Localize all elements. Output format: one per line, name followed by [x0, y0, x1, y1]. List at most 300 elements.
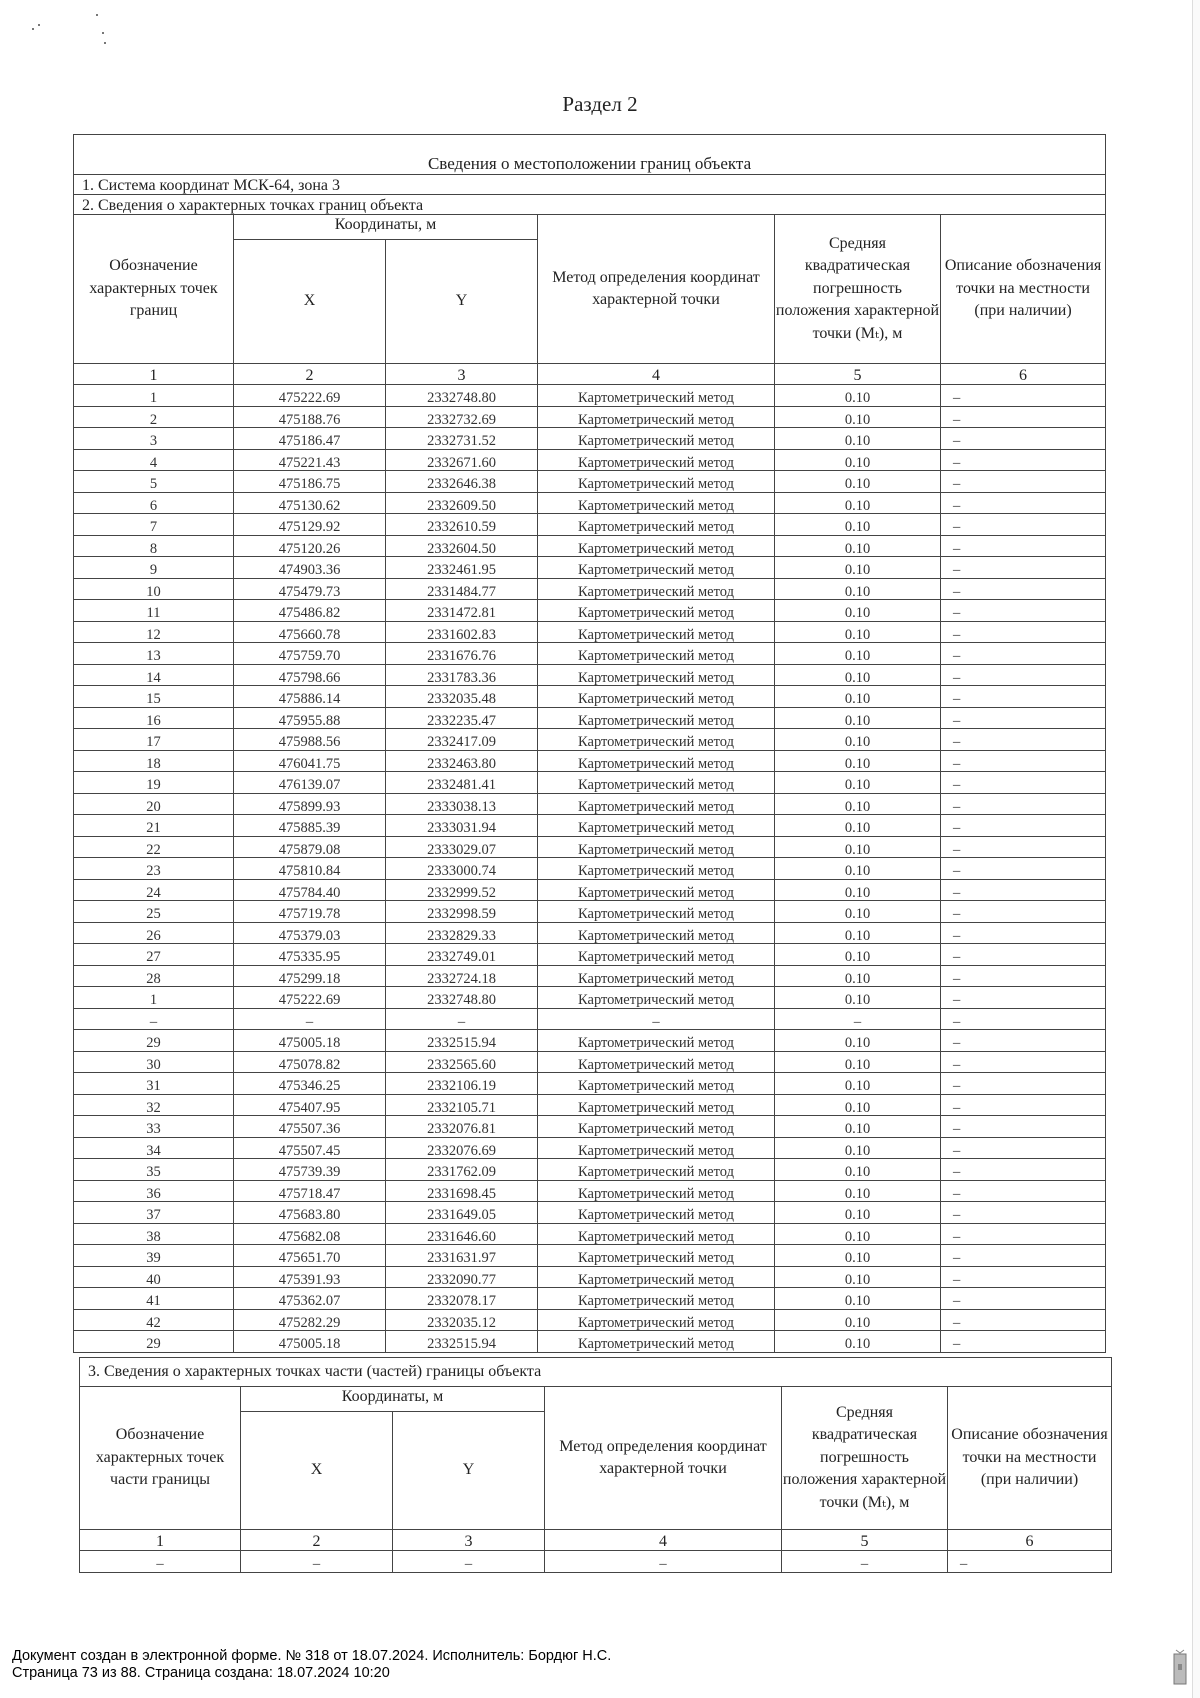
- point-number: 37: [74, 1202, 234, 1224]
- accuracy: 0.10: [775, 901, 941, 923]
- table-row: [74, 858, 1106, 880]
- table-row: [74, 815, 1106, 837]
- header-method: Метод определения координат характерной точки: [545, 1387, 782, 1530]
- point-number: 35: [74, 1159, 234, 1181]
- header-y: Y: [386, 240, 538, 364]
- boundary-points-table: [73, 134, 1106, 1353]
- table-row: [74, 729, 1106, 751]
- accuracy: 0.10: [775, 385, 941, 407]
- point-number: 19: [74, 772, 234, 794]
- column-number: 3: [393, 1530, 545, 1551]
- point-number: 38: [74, 1223, 234, 1245]
- table-row: [74, 621, 1106, 643]
- method: Картометрический метод: [538, 1202, 775, 1224]
- description: –: [941, 965, 1106, 987]
- accuracy: 0.10: [775, 965, 941, 987]
- table-row: [74, 471, 1106, 493]
- table-row: [74, 1137, 1106, 1159]
- column-number: 1: [74, 364, 234, 385]
- point-number: 23: [74, 858, 234, 880]
- accuracy: 0.10: [775, 1030, 941, 1052]
- accuracy: 0.10: [775, 879, 941, 901]
- method: Картометрический метод: [538, 1073, 775, 1095]
- coord-y: 2331676.76: [386, 643, 538, 665]
- point-number: 11: [74, 600, 234, 622]
- coord-x: 475282.29: [234, 1309, 386, 1331]
- description: –: [941, 1030, 1106, 1052]
- coord-y: 2332035.48: [386, 686, 538, 708]
- coord-x: 475120.26: [234, 535, 386, 557]
- point-number: 29: [74, 1030, 234, 1052]
- header-x: X: [241, 1412, 393, 1530]
- description: –: [941, 1245, 1106, 1267]
- description: –: [941, 1180, 1106, 1202]
- column-number: 6: [941, 364, 1106, 385]
- coord-y: 2332671.60: [386, 449, 538, 471]
- coord-x: 475507.36: [234, 1116, 386, 1138]
- coord-y: 2332604.50: [386, 535, 538, 557]
- description: –: [941, 772, 1106, 794]
- header-description: Описание обозначения точки на местности (при наличии): [941, 215, 1106, 364]
- coord-y: 2331602.83: [386, 621, 538, 643]
- table-row: [74, 879, 1106, 901]
- accuracy: 0.10: [775, 836, 941, 858]
- coord-y: 2332724.18: [386, 965, 538, 987]
- description: –: [941, 514, 1106, 536]
- accuracy: 0.10: [775, 750, 941, 772]
- description: –: [941, 449, 1106, 471]
- point-number: 9: [74, 557, 234, 579]
- table-row: [80, 1551, 1112, 1573]
- method: Картометрический метод: [538, 514, 775, 536]
- coord-y: 2332749.01: [386, 944, 538, 966]
- point-number: 14: [74, 664, 234, 686]
- coord-y: 2332999.52: [386, 879, 538, 901]
- table-row: [74, 901, 1106, 923]
- coord-y: 2332105.71: [386, 1094, 538, 1116]
- point-number: 39: [74, 1245, 234, 1267]
- coord-y: 2332106.19: [386, 1073, 538, 1095]
- section-title: Раздел 2: [562, 92, 638, 116]
- point-number: –: [80, 1551, 241, 1573]
- description: –: [941, 1202, 1106, 1224]
- point-number: 10: [74, 578, 234, 600]
- method: Картометрический метод: [538, 944, 775, 966]
- accuracy: 0.10: [775, 1309, 941, 1331]
- coord-y: 2332090.77: [386, 1266, 538, 1288]
- accuracy: 0.10: [775, 922, 941, 944]
- method: Картометрический метод: [538, 621, 775, 643]
- description: –: [941, 750, 1106, 772]
- accuracy: 0.10: [775, 1051, 941, 1073]
- accuracy: –: [782, 1551, 948, 1573]
- description: –: [941, 858, 1106, 880]
- description: –: [941, 557, 1106, 579]
- table-row: [74, 793, 1106, 815]
- coord-x: 475186.47: [234, 428, 386, 450]
- coord-y: 2333029.07: [386, 836, 538, 858]
- description: –: [941, 1159, 1106, 1181]
- point-number: 8: [74, 535, 234, 557]
- point-number: 4: [74, 449, 234, 471]
- table-row: [74, 772, 1106, 794]
- accuracy: 0.10: [775, 1266, 941, 1288]
- description: –: [941, 1116, 1106, 1138]
- coord-x: 476041.75: [234, 750, 386, 772]
- method: Картометрический метод: [538, 406, 775, 428]
- point-number: 34: [74, 1137, 234, 1159]
- point-number: 40: [74, 1266, 234, 1288]
- coord-x: 475899.93: [234, 793, 386, 815]
- table-row: [74, 535, 1106, 557]
- part-points-table: [79, 1357, 1112, 1573]
- table-row: [74, 600, 1106, 622]
- accuracy: 0.10: [775, 793, 941, 815]
- table-row: [74, 1159, 1106, 1181]
- coord-y: 2332748.80: [386, 987, 538, 1009]
- description: –: [941, 643, 1106, 665]
- table-row: [74, 1094, 1106, 1116]
- coord-y: 2332515.94: [386, 1331, 538, 1353]
- point-number: 18: [74, 750, 234, 772]
- footer-line-2: Страница 73 из 88. Страница создана: 18.07.2024 10:20: [12, 1665, 390, 1681]
- column-number: 5: [775, 364, 941, 385]
- description: –: [941, 1288, 1106, 1310]
- coord-y: 2332610.59: [386, 514, 538, 536]
- method: Картометрический метод: [538, 664, 775, 686]
- point-number: 28: [74, 965, 234, 987]
- coord-x: –: [241, 1551, 393, 1573]
- table-row: [74, 1008, 1106, 1030]
- footer-line-1: Документ создан в электронной форме. № 318 от 18.07.2024. Исполнитель: Бордюг Н.С.: [12, 1648, 612, 1664]
- description: –: [941, 471, 1106, 493]
- table-row: [74, 1223, 1106, 1245]
- table-row: [74, 1309, 1106, 1331]
- description: –: [941, 1223, 1106, 1245]
- accuracy: 0.10: [775, 772, 941, 794]
- table-row: [74, 1180, 1106, 1202]
- accuracy: 0.10: [775, 557, 941, 579]
- table-row: [74, 1116, 1106, 1138]
- point-number: 5: [74, 471, 234, 493]
- column-number: 2: [241, 1530, 393, 1551]
- accuracy: 0.10: [775, 428, 941, 450]
- header-accuracy: Средняя квадратическая погрешность положения характерной точки (Mₜ), м: [782, 1387, 948, 1530]
- coord-x: 475886.14: [234, 686, 386, 708]
- coord-y: 2331762.09: [386, 1159, 538, 1181]
- point-number: 25: [74, 901, 234, 923]
- coord-y: 2331484.77: [386, 578, 538, 600]
- accuracy: 0.10: [775, 664, 941, 686]
- point-number: 1: [74, 987, 234, 1009]
- header-coords: Координаты, м: [234, 215, 538, 240]
- coord-system: 1. Система координат МСК-64, зона 3: [74, 175, 1106, 195]
- method: Картометрический метод: [538, 879, 775, 901]
- table-row: [74, 385, 1106, 407]
- description: –: [948, 1551, 1112, 1573]
- description: –: [941, 1309, 1106, 1331]
- table-row: [74, 643, 1106, 665]
- coord-x: 476139.07: [234, 772, 386, 794]
- accuracy: 0.10: [775, 1223, 941, 1245]
- method: Картометрический метод: [538, 1180, 775, 1202]
- coord-x: 475346.25: [234, 1073, 386, 1095]
- column-number: 1: [80, 1530, 241, 1551]
- coord-y: 2332417.09: [386, 729, 538, 751]
- coord-y: 2331698.45: [386, 1180, 538, 1202]
- coord-y: 2332609.50: [386, 492, 538, 514]
- coord-x: 475784.40: [234, 879, 386, 901]
- column-number: 3: [386, 364, 538, 385]
- coord-x: 475335.95: [234, 944, 386, 966]
- coord-x: 475879.08: [234, 836, 386, 858]
- method: Картометрический метод: [538, 1331, 775, 1353]
- point-number: 36: [74, 1180, 234, 1202]
- accuracy: 0.10: [775, 815, 941, 837]
- method: Картометрический метод: [538, 1030, 775, 1052]
- accuracy: 0.10: [775, 1159, 941, 1181]
- accuracy: –: [775, 1008, 941, 1030]
- method: Картометрический метод: [538, 686, 775, 708]
- method: Картометрический метод: [538, 729, 775, 751]
- coord-y: 2331649.05: [386, 1202, 538, 1224]
- description: –: [941, 578, 1106, 600]
- method: Картометрический метод: [538, 428, 775, 450]
- coord-x: 475407.95: [234, 1094, 386, 1116]
- accuracy: 0.10: [775, 1094, 941, 1116]
- description: –: [941, 922, 1106, 944]
- coord-y: 2332076.69: [386, 1137, 538, 1159]
- coord-y: 2333000.74: [386, 858, 538, 880]
- coord-y: 2332076.81: [386, 1116, 538, 1138]
- coord-x: 475479.73: [234, 578, 386, 600]
- description: –: [941, 836, 1106, 858]
- method: Картометрический метод: [538, 1288, 775, 1310]
- coord-x: 475718.47: [234, 1180, 386, 1202]
- accuracy: 0.10: [775, 406, 941, 428]
- description: –: [941, 600, 1106, 622]
- description: –: [941, 987, 1106, 1009]
- coord-x: 475719.78: [234, 901, 386, 923]
- method: Картометрический метод: [538, 707, 775, 729]
- point-number: 22: [74, 836, 234, 858]
- coord-y: 2331646.60: [386, 1223, 538, 1245]
- description: –: [941, 707, 1106, 729]
- coord-x: 475810.84: [234, 858, 386, 880]
- method: Картометрический метод: [538, 535, 775, 557]
- method: Картометрический метод: [538, 471, 775, 493]
- method: Картометрический метод: [538, 987, 775, 1009]
- description: –: [941, 729, 1106, 751]
- table-row: [74, 686, 1106, 708]
- accuracy: 0.10: [775, 858, 941, 880]
- method: Картометрический метод: [538, 1137, 775, 1159]
- table-row: [74, 922, 1106, 944]
- description: –: [941, 901, 1106, 923]
- method: Картометрический метод: [538, 772, 775, 794]
- table-row: [74, 1331, 1106, 1353]
- coord-y: 2331631.97: [386, 1245, 538, 1267]
- header-designation-part: Обозначение характерных точек части границы: [80, 1387, 241, 1530]
- table-row: [74, 492, 1106, 514]
- coord-y: 2332731.52: [386, 428, 538, 450]
- coord-x: 475221.43: [234, 449, 386, 471]
- method: Картометрический метод: [538, 858, 775, 880]
- method: Картометрический метод: [538, 385, 775, 407]
- method: Картометрический метод: [538, 643, 775, 665]
- header-method: Метод определения координат характерной точки: [538, 215, 775, 364]
- coord-x: 475005.18: [234, 1331, 386, 1353]
- method: Картометрический метод: [538, 750, 775, 772]
- method: Картометрический метод: [538, 1159, 775, 1181]
- point-number: 13: [74, 643, 234, 665]
- coord-x: 475660.78: [234, 621, 386, 643]
- coord-x: 475885.39: [234, 815, 386, 837]
- accuracy: 0.10: [775, 535, 941, 557]
- column-number: 2: [234, 364, 386, 385]
- accuracy: 0.10: [775, 1073, 941, 1095]
- coord-x: 475507.45: [234, 1137, 386, 1159]
- header-accuracy: Средняя квадратическая погрешность положения характерной точки (Mₜ), м: [775, 215, 941, 364]
- coord-y: 2332035.12: [386, 1309, 538, 1331]
- table-row: [74, 987, 1106, 1009]
- table-row: [74, 750, 1106, 772]
- table-row: [74, 406, 1106, 428]
- coord-x: 475379.03: [234, 922, 386, 944]
- description: –: [941, 535, 1106, 557]
- method: –: [545, 1551, 782, 1573]
- description: –: [941, 815, 1106, 837]
- accuracy: 0.10: [775, 1331, 941, 1353]
- coord-x: 475129.92: [234, 514, 386, 536]
- document-footer: [12, 1648, 611, 1682]
- coord-x: 475362.07: [234, 1288, 386, 1310]
- coord-y: 2332732.69: [386, 406, 538, 428]
- table-row: [74, 1073, 1106, 1095]
- point-number: 27: [74, 944, 234, 966]
- point-number: 16: [74, 707, 234, 729]
- table-row: [74, 428, 1106, 450]
- coord-x: 475078.82: [234, 1051, 386, 1073]
- coord-y: 2332078.17: [386, 1288, 538, 1310]
- coord-x: 475391.93: [234, 1266, 386, 1288]
- coord-y: 2332235.47: [386, 707, 538, 729]
- header-y: Y: [393, 1412, 545, 1530]
- description: –: [941, 686, 1106, 708]
- coord-y: 2333031.94: [386, 815, 538, 837]
- description: –: [941, 428, 1106, 450]
- table-row: [74, 1245, 1106, 1267]
- method: Картометрический метод: [538, 1223, 775, 1245]
- part-points-section-title: 3. Сведения о характерных точках части (частей) границы объекта: [80, 1358, 1112, 1387]
- column-number: 4: [545, 1530, 782, 1551]
- coord-x: 475222.69: [234, 385, 386, 407]
- description: –: [941, 664, 1106, 686]
- method: Картометрический метод: [538, 1309, 775, 1331]
- header-x: X: [234, 240, 386, 364]
- coord-y: 2332998.59: [386, 901, 538, 923]
- coord-y: 2332646.38: [386, 471, 538, 493]
- points-section-title: 2. Сведения о характерных точках границ объекта: [74, 195, 1106, 215]
- table-row: [74, 578, 1106, 600]
- description: –: [941, 621, 1106, 643]
- table-row: [74, 1266, 1106, 1288]
- method: Картометрический метод: [538, 449, 775, 471]
- point-number: 17: [74, 729, 234, 751]
- table-row: [74, 965, 1106, 987]
- point-number: 20: [74, 793, 234, 815]
- point-number: 32: [74, 1094, 234, 1116]
- method: Картометрический метод: [538, 793, 775, 815]
- coord-x: 475739.39: [234, 1159, 386, 1181]
- accuracy: 0.10: [775, 1202, 941, 1224]
- table-row: [74, 664, 1106, 686]
- column-number: 5: [782, 1530, 948, 1551]
- accuracy: 0.10: [775, 514, 941, 536]
- table-row: [74, 707, 1106, 729]
- description: –: [941, 1008, 1106, 1030]
- method: Картометрический метод: [538, 557, 775, 579]
- point-number: 42: [74, 1309, 234, 1331]
- coord-y: 2332565.60: [386, 1051, 538, 1073]
- coord-y: 2332515.94: [386, 1030, 538, 1052]
- coord-x: 475798.66: [234, 664, 386, 686]
- method: Картометрический метод: [538, 1266, 775, 1288]
- description: –: [941, 1073, 1106, 1095]
- coord-y: 2332481.41: [386, 772, 538, 794]
- point-number: 31: [74, 1073, 234, 1095]
- point-number: 33: [74, 1116, 234, 1138]
- coord-x: 475222.69: [234, 987, 386, 1009]
- point-number: 41: [74, 1288, 234, 1310]
- coord-y: 2333038.13: [386, 793, 538, 815]
- accuracy: 0.10: [775, 1288, 941, 1310]
- method: Картометрический метод: [538, 815, 775, 837]
- table-row: [74, 1030, 1106, 1052]
- table-row: [74, 1202, 1106, 1224]
- coord-y: –: [393, 1551, 545, 1573]
- method: Картометрический метод: [538, 1094, 775, 1116]
- coord-x: 475299.18: [234, 965, 386, 987]
- coord-x: 475683.80: [234, 1202, 386, 1224]
- point-number: 12: [74, 621, 234, 643]
- accuracy: 0.10: [775, 944, 941, 966]
- stamp-icon: [1172, 1648, 1188, 1686]
- accuracy: 0.10: [775, 987, 941, 1009]
- accuracy: 0.10: [775, 643, 941, 665]
- accuracy: 0.10: [775, 1116, 941, 1138]
- accuracy: 0.10: [775, 1137, 941, 1159]
- accuracy: 0.10: [775, 600, 941, 622]
- coord-x: 475186.75: [234, 471, 386, 493]
- method: Картометрический метод: [538, 578, 775, 600]
- coord-y: 2332463.80: [386, 750, 538, 772]
- table-row: [74, 514, 1106, 536]
- header-designation: Обозначение характерных точек границ: [74, 215, 234, 364]
- coord-x: 475682.08: [234, 1223, 386, 1245]
- method: Картометрический метод: [538, 1245, 775, 1267]
- coord-x: 475759.70: [234, 643, 386, 665]
- point-number: –: [74, 1008, 234, 1030]
- point-number: 30: [74, 1051, 234, 1073]
- point-number: 1: [74, 385, 234, 407]
- method: Картометрический метод: [538, 965, 775, 987]
- column-number: 4: [538, 364, 775, 385]
- coord-x: –: [234, 1008, 386, 1030]
- method: –: [538, 1008, 775, 1030]
- coord-x: 475130.62: [234, 492, 386, 514]
- point-number: 21: [74, 815, 234, 837]
